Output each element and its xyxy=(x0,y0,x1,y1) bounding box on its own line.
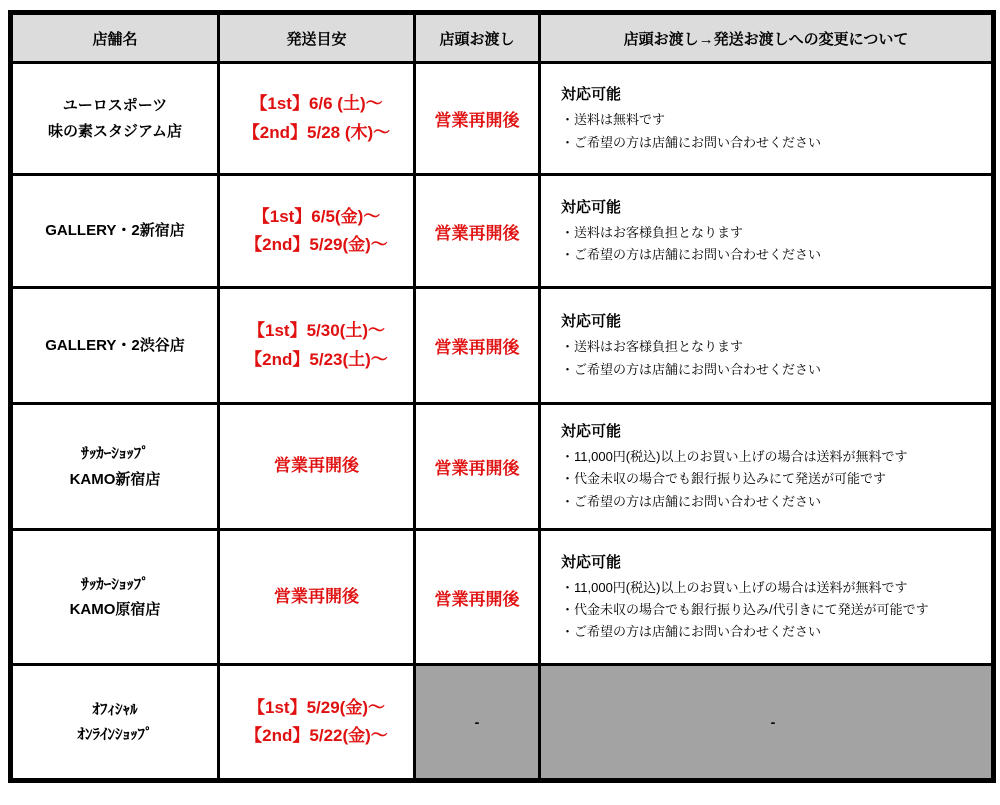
shipping-line: 【1st】5/29(金)～ xyxy=(248,697,385,717)
change-info-dash: - xyxy=(770,714,776,730)
change-info-cell xyxy=(540,404,994,530)
change-note: ・ご希望の方は店舗にお問い合わせください xyxy=(561,624,822,640)
store-name-line: GALLERY・2新宿店 xyxy=(45,222,185,240)
change-title: 対応可能 xyxy=(561,198,622,216)
shipping-estimate-cell xyxy=(219,175,415,288)
change-info-cell xyxy=(540,175,994,288)
change-info-cell xyxy=(540,665,994,781)
store-name-cell xyxy=(11,175,219,288)
pickup-status-cell xyxy=(415,175,540,288)
shipping-line: 【1st】5/30(土)～ xyxy=(248,321,385,341)
change-info-cell xyxy=(540,530,994,665)
shipping-line: 営業再開後 xyxy=(274,456,359,476)
pickup-status-cell xyxy=(415,288,540,404)
store-name-line: ｻｯｶｰｼｮｯﾌﾟ xyxy=(81,575,149,593)
store-name-cell xyxy=(11,530,219,665)
change-note: ・ご希望の方は店舗にお問い合わせください xyxy=(561,361,822,377)
store-name-line: KAMO新宿店 xyxy=(69,470,161,488)
store-name-line: ｵﾌｨｼｬﾙ xyxy=(92,700,138,718)
pickup-status: 営業再開後 xyxy=(434,589,520,609)
pickup-status: 営業再開後 xyxy=(434,223,520,243)
store-name-cell xyxy=(11,63,219,175)
table-row xyxy=(11,288,994,404)
pickup-status-cell xyxy=(415,404,540,530)
table-row xyxy=(11,665,994,781)
pickup-status-cell xyxy=(415,665,540,781)
shipping-estimate-cell xyxy=(219,63,415,175)
store-name-line: KAMO原宿店 xyxy=(69,601,161,618)
change-title: 対応可能 xyxy=(561,423,622,441)
pickup-status-cell xyxy=(415,530,540,665)
change-info-cell xyxy=(540,63,994,175)
store-name-cell xyxy=(11,404,219,530)
table-row xyxy=(11,175,994,288)
store-name-line: 味の素スタジアム店 xyxy=(48,122,182,140)
shipping-line: 【2nd】5/22(金)～ xyxy=(245,726,388,745)
pickup-status: 営業再開後 xyxy=(434,111,520,130)
table-row xyxy=(11,404,994,530)
change-note: ・代金未収の場合でも銀行振り込みにて発送が可能です xyxy=(561,471,887,487)
shipping-estimate-cell xyxy=(219,665,415,781)
change-note: ・送料はお客様負担となります xyxy=(561,339,744,355)
table-row xyxy=(11,530,994,665)
change-note: ・送料は無料です xyxy=(561,112,666,128)
change-note: ・代金未収の場合でも銀行振り込み/代引きにて発送が可能です xyxy=(561,601,929,617)
change-note: ・ご希望の方は店舗にお問い合わせください xyxy=(561,247,822,262)
store-name-cell xyxy=(11,665,219,781)
change-note: ・11,000円(税込)以上のお買い上げの場合は送料が無料です xyxy=(561,579,908,595)
store-name-cell xyxy=(11,288,219,404)
pickup-status-dash: - xyxy=(474,714,480,730)
shipping-line: 【2nd】5/23(土)～ xyxy=(245,349,388,369)
store-name-line: GALLERY・2渋谷店 xyxy=(45,336,185,354)
table-row xyxy=(11,63,994,175)
header-shipping-estimate: 発送目安 xyxy=(219,13,415,63)
change-title: 対応可能 xyxy=(561,553,622,571)
shipping-estimate-cell xyxy=(219,530,415,665)
shipping-line: 【2nd】5/29(金)～ xyxy=(245,235,388,254)
shipping-estimate-cell xyxy=(219,288,415,404)
pickup-status-cell xyxy=(415,63,540,175)
shipping-line: 【1st】6/6 (土)～ xyxy=(250,94,383,114)
pickup-status: 営業再開後 xyxy=(434,459,520,478)
shipping-line: 営業再開後 xyxy=(274,586,359,606)
pickup-status: 営業再開後 xyxy=(434,338,520,357)
change-note: ・ご希望の方は店舗にお問い合わせください xyxy=(561,134,822,150)
store-name-line: ユーロスポーツ xyxy=(62,97,168,114)
shipping-line: 【1st】6/5(金)～ xyxy=(252,206,381,226)
shipping-line: 【2nd】5/28 (木)～ xyxy=(242,122,391,142)
change-title: 対応可能 xyxy=(561,313,622,331)
store-shipping-table xyxy=(8,10,996,783)
header-store-pickup: 店頭お渡し xyxy=(415,13,540,63)
shipping-estimate-cell xyxy=(219,404,415,530)
change-note: ・11,000円(税込)以上のお買い上げの場合は送料が無料です xyxy=(561,449,908,465)
change-note: ・送料はお客様負担となります xyxy=(561,224,744,240)
header-change-info: 店頭お渡し→発送お渡しへの変更について xyxy=(540,13,994,63)
store-name-line: ｵﾝﾗｲﾝｼｮｯﾌﾟ xyxy=(77,726,153,743)
header-row xyxy=(11,13,994,63)
store-name-line: ｻｯｶｰｼｮｯﾌﾟ xyxy=(81,445,149,462)
header-store-name: 店舗名 xyxy=(11,13,219,63)
change-title: 対応可能 xyxy=(561,86,622,104)
change-info-cell xyxy=(540,288,994,404)
change-note: ・ご希望の方は店舗にお問い合わせください xyxy=(561,493,822,509)
